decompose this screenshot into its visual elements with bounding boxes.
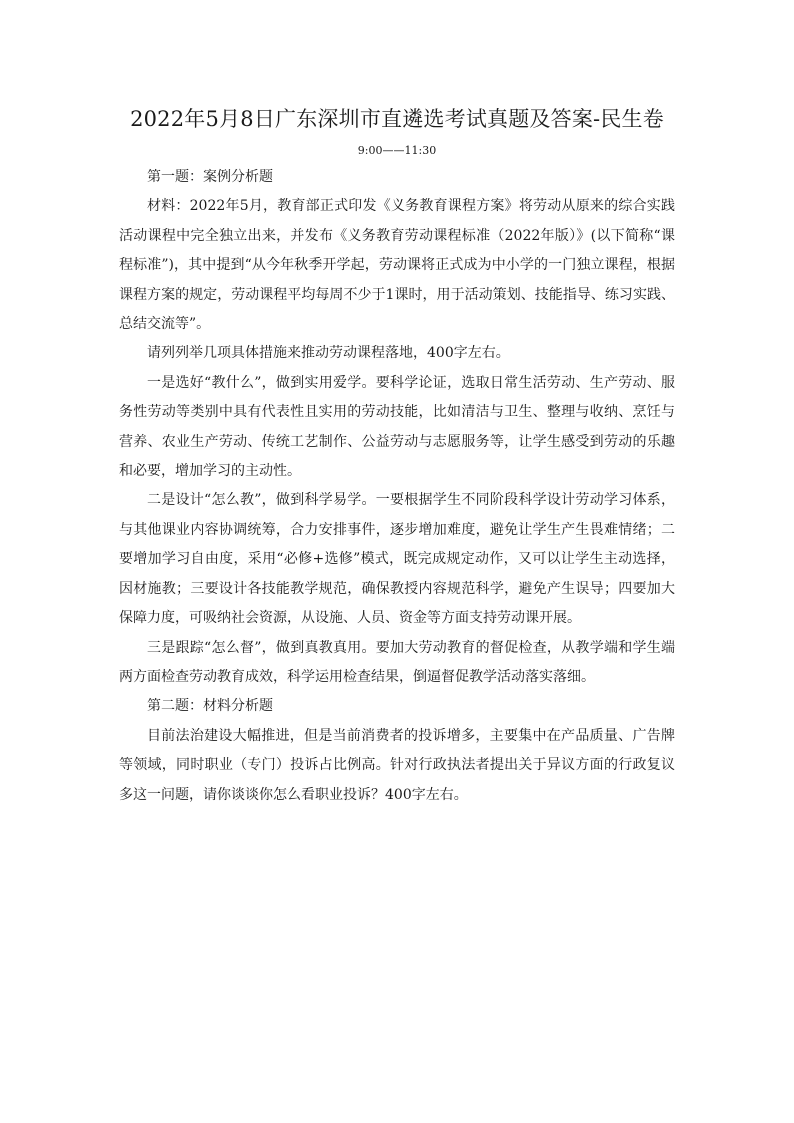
answer-paragraph-2: 二是设计“怎么教”，做到科学易学。一要根据学生不同阶段科学设计劳动学习体系，与其他课业内容协调统筹，合力安排事件，逐步增加难度，避免让学生产生畏难情绪；二要增加学习自由度，采用“必修+选修”模式，既完成规定动作，又可以让学生主动选择，因材施教；三要设计各技能教学规范，确保教授内容规范科学，避免产生误导；四要加大保障力度，可吸纳社会资源，从设施、人员、资金等方面支持劳动课开展。 [119,492,675,627]
question-1-heading: 第一题：案例分析题 [147,169,273,185]
answer-paragraph-3: 三是跟踪“怎么督”，做到真教真用。要加大劳动教育的督促检查，从教学端和学生端两方面检查劳动教育成效，科学运用检查结果，倒逼督促教学活动落实落细。 [119,639,675,685]
question-1-material: 材料：2022年5月，教育部正式印发《义务教育课程方案》将劳动从原来的综合实践活动课程中完全独立出来，并发布《义务教育劳动课程标准（2022年版）》(以下简称“课程标准”)，其中提到“从今年秋季开学起，劳动课将正式成为中小学的一门独立课程，根据课程方案的规定，劳动课程平均每周不少于1课时，用于活动策划、技能指导、练习实践、总结交流等”。 [119,198,675,333]
question-1-prompt: 请列列举几项具体措施来推动劳动课程落地，400字左右。 [147,345,510,362]
question-2-prompt: 目前法治建设大幅推进，但是当前消费者的投诉增多，主要集中在产品质量、广告牌等领域，同时职业（专门）投诉占比例高。针对行政执法者提出关于异议方面的行政复议多这一问题，请你谈谈你怎么看职业投诉？400字左右。 [119,727,675,803]
question-2-heading: 第二题：材料分析题 [147,698,273,715]
document-body [119,163,675,810]
document-title: 2022年5月8日广东深圳市直遴选考试真题及答案-民生卷 [130,107,664,131]
exam-time: 9:00——11:30 [357,144,437,157]
answer-paragraph-1: 一是选好“教什么”，做到实用爱学。要科学论证，选取日常生活劳动、生产劳动、服务性劳动等类别中具有代表性且实用的劳动技能，比如清洁与卫生、整理与收纳、烹饪与营养、农业生产劳动、传统工艺制作、公益劳动与志愿服务等，让学生感受到劳动的乐趣和必要，增加学习的主动性。 [119,374,675,480]
